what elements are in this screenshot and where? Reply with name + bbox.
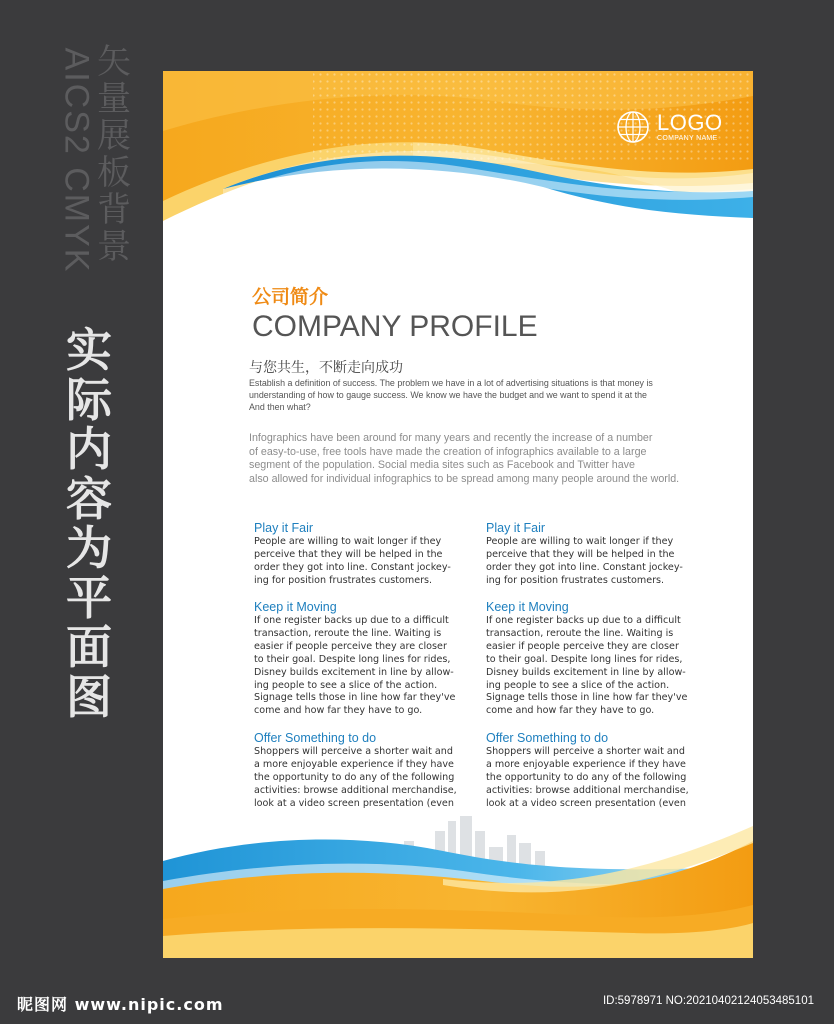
section-line: If one register backs up due to a difficult (254, 615, 449, 626)
section-line: Signage tells those in line how far they've (254, 692, 456, 704)
section-line: perceive that they will be helped in the (254, 548, 443, 560)
logo-company-name: COMPANY NAME (657, 134, 718, 142)
intro-paragraph-large (249, 432, 719, 486)
section-line: look at a video screen presentation (even (486, 797, 686, 809)
section-line: ing for position frustrates customers. (254, 574, 433, 586)
section-line: to their goal. Despite long lines for rides, (254, 653, 451, 665)
intro-line: of easy-to-use, free tools have made the creation of infographics available to a large (249, 445, 647, 458)
section-line: People are willing to wait longer if they (254, 536, 442, 547)
vertical-title-big: 实际内容为平面图 (66, 323, 112, 724)
intro-line: And then what? (249, 402, 311, 412)
image-id-line: ID:5978971 NO:20210402124053485101 (602, 995, 814, 1007)
slogan: 与您共生，不断走向成功 (249, 360, 403, 376)
wave-decoration (163, 71, 753, 958)
section-line: activities: browse additional merchandise, (486, 784, 689, 796)
section-keep-it-moving (486, 600, 706, 718)
section-line: come and how far they have to go. (486, 705, 655, 717)
section-line: easier if people perceive they are closer (254, 640, 447, 652)
intro-line: Infographics have been around for many years and recently the increase of a number (249, 432, 653, 444)
section-line: If one register backs up due to a difficult (486, 615, 681, 626)
page-title-en: COMPANY PROFILE (252, 310, 538, 343)
section-line: ing for position frustrates customers. (486, 574, 665, 586)
section-line: transaction, reroute the line. Waiting is (254, 627, 442, 639)
section-line: transaction, reroute the line. Waiting is (486, 627, 674, 639)
nipic-watermark: 昵图网 www.nipic.com (17, 995, 224, 1014)
section-heading: Offer Something to do (486, 731, 609, 745)
intro-line: also allowed for individual infographics to be spread among many people around the world. (249, 472, 680, 485)
vertical-title-small: 矢量展板背景 (97, 42, 131, 267)
section-line: People are willing to wait longer if they (486, 536, 674, 547)
section-line: the opportunity to do any of the following (254, 771, 455, 783)
logo-wordmark: LOGO (657, 109, 723, 135)
section-line: to their goal. Despite long lines for rides, (486, 653, 683, 665)
section-heading: Play it Fair (486, 521, 546, 535)
section-line: Shoppers will perceive a shorter wait and (254, 746, 453, 757)
section-line: activities: browse additional merchandise, (254, 784, 457, 796)
section-line: order they got into line. Constant jockey- (486, 561, 683, 573)
intro-paragraph-small (249, 377, 699, 413)
section-line: look at a video screen presentation (even (254, 797, 454, 809)
vertical-format-label: AICS2 CMYK (57, 47, 96, 273)
section-offer-something (254, 731, 474, 811)
section-keep-it-moving (254, 600, 474, 718)
section-play-it-fair (486, 521, 706, 588)
section-line: Disney builds excitement in line by allow- (254, 666, 454, 678)
section-line: easier if people perceive they are closer (486, 640, 679, 652)
globe-icon (615, 109, 651, 145)
section-line: a more enjoyable experience if they have (254, 758, 454, 770)
intro-line: Establish a definition of success. The problem we have in a lot of advertising situations is that money is (249, 378, 653, 388)
section-line: Shoppers will perceive a shorter wait and (486, 746, 685, 757)
company-logo (615, 109, 723, 145)
section-heading: Offer Something to do (254, 731, 377, 745)
page-title-cn: 公司简介 (252, 286, 329, 308)
section-line: order they got into line. Constant jockey- (254, 561, 451, 573)
section-line: ing people to see a slice of the action. (486, 679, 670, 691)
section-heading: Keep it Moving (486, 600, 569, 614)
poster-board (163, 71, 753, 958)
intro-line: segment of the population. Social media sites such as Facebook and Twitter have (249, 459, 635, 472)
section-play-it-fair (254, 521, 474, 588)
section-line: the opportunity to do any of the following (486, 771, 687, 783)
section-heading: Play it Fair (254, 521, 314, 535)
section-line: ing people to see a slice of the action. (254, 679, 438, 691)
section-line: a more enjoyable experience if they have (486, 758, 686, 770)
intro-line: understanding of how to gauge success. We know we have the budget and we want to spend it at the (249, 390, 647, 400)
section-line: Signage tells those in line how far they've (486, 692, 688, 704)
section-offer-something (486, 731, 706, 811)
section-line: Disney builds excitement in line by allow- (486, 666, 686, 678)
section-heading: Keep it Moving (254, 600, 337, 614)
section-line: perceive that they will be helped in the (486, 548, 675, 560)
section-line: come and how far they have to go. (254, 705, 423, 717)
